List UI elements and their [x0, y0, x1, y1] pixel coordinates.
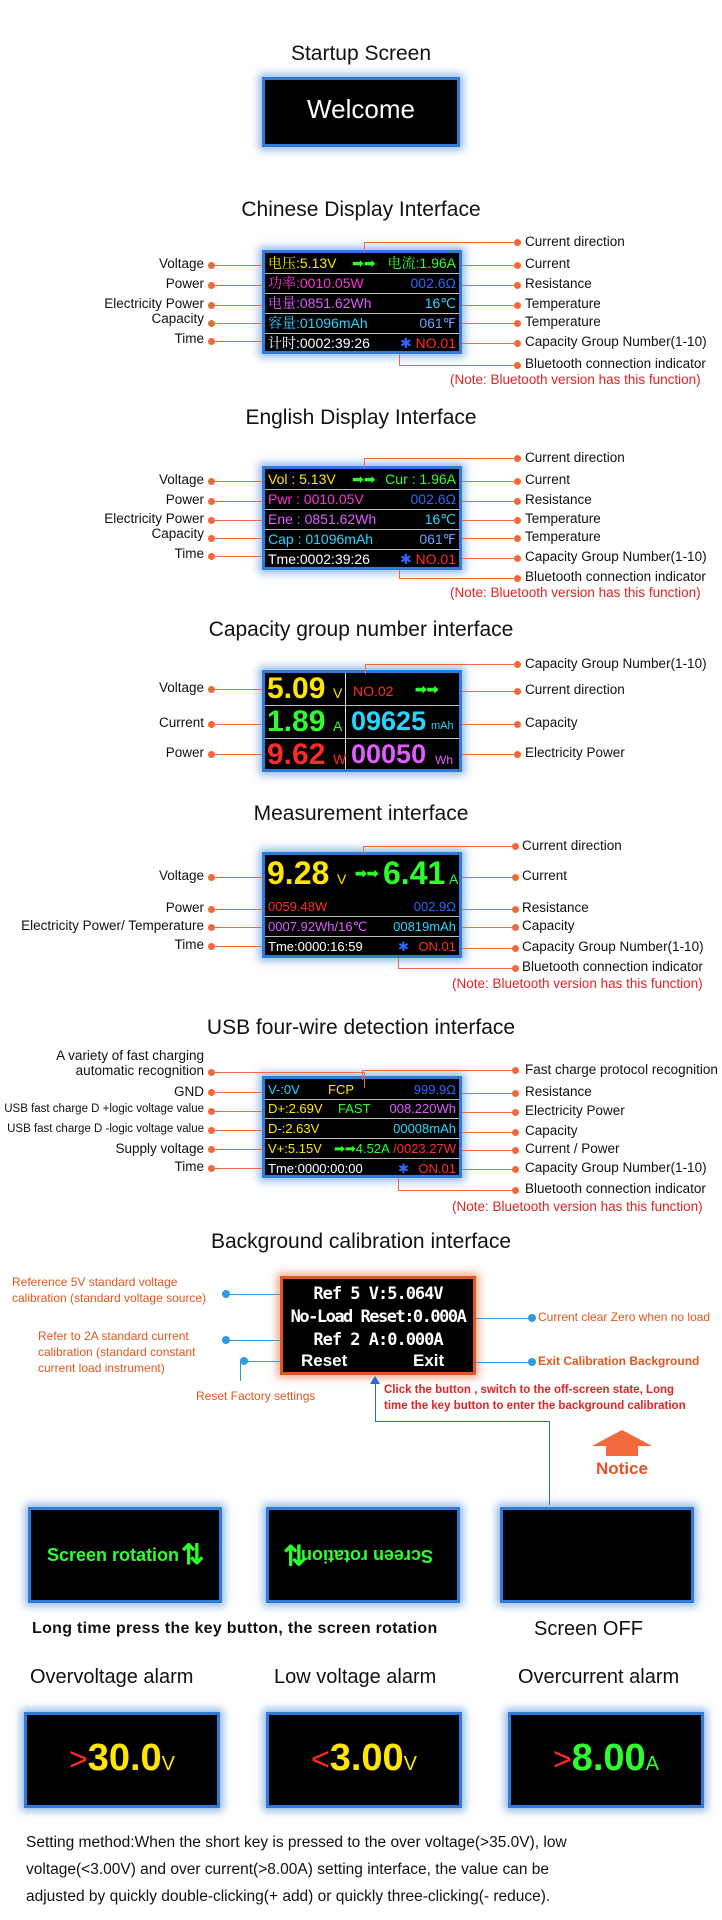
meas-label-capacity: Capacity: [522, 918, 575, 933]
usb-label-group: Capacity Group Number(1-10): [525, 1160, 707, 1175]
cn-group: NO.01: [415, 335, 456, 351]
cal-ref2a: Ref 2 A:0.000A: [313, 1330, 443, 1350]
cap-voltage: 5.09: [267, 672, 326, 705]
cal-label-ref5v-2: calibration (standard voltage source): [12, 1291, 207, 1305]
cn-energy: 电量:0851.62Wh: [268, 295, 372, 311]
setting-line-2: voltage(<3.00V) and over current(>8.00A) setting interface, the value can be: [26, 1861, 550, 1878]
cn-label-current: Current: [525, 256, 571, 271]
cal-label-ref2a-3: current load instrument): [38, 1361, 165, 1375]
cn-label-power: Power: [165, 276, 204, 291]
en-label-energy: Electricity Power: [104, 511, 204, 526]
en-label-group: Capacity Group Number(1-10): [525, 549, 707, 564]
meas-power: 0059.48W: [268, 899, 328, 914]
cn-label-direction: Current direction: [525, 234, 625, 249]
oc-unit: A: [645, 1753, 659, 1775]
overcurrent-screen: [508, 1712, 704, 1808]
usb-dminus: D-:2.63V: [268, 1121, 320, 1136]
rotate-icon: ⇅: [283, 1539, 307, 1570]
meas-label-resistance: Resistance: [522, 900, 589, 915]
cap-label-direction: Current direction: [525, 682, 625, 697]
usb-dplus: D+:2.69V: [268, 1101, 323, 1116]
cn-label-energy: Electricity Power: [104, 296, 204, 311]
usb-label-fast1: A variety of fast charging: [56, 1048, 204, 1063]
english-title: English Display Interface: [245, 406, 477, 429]
rotation-screen-1: [28, 1507, 222, 1603]
cap-wh: 00050: [351, 739, 427, 769]
cal-click-1: Click the button , switch to the off-screen state, Long: [384, 1384, 675, 1396]
meas-label-time: Time: [174, 937, 204, 952]
lv-sign: <: [311, 1741, 330, 1777]
cap-mah-unit: mAh: [431, 720, 454, 732]
meas-voltage: 9.28: [267, 855, 330, 891]
oc-value: 8.00: [571, 1737, 646, 1779]
usb-power: /0023.27W: [393, 1141, 456, 1156]
ov-value: 30.0: [87, 1737, 162, 1779]
rotation-text-1: Screen rotation: [47, 1545, 180, 1565]
overvoltage-screen: [24, 1712, 220, 1808]
cap-power: 9.62: [267, 738, 326, 771]
usb-label-resistance: Resistance: [525, 1084, 592, 1099]
cn-capacity: 容量:01096mAh: [268, 315, 368, 331]
usb-fcp: FCP: [328, 1082, 354, 1097]
calibration-title: Background calibration interface: [210, 1230, 511, 1253]
meas-current: 6.41: [383, 855, 446, 891]
rotation-text-2: Screen rotation: [301, 1546, 434, 1566]
meas-label-current: Current: [522, 868, 568, 883]
cn-time: 计时:0002:39:26: [268, 335, 370, 351]
cn-resistance: 002.6Ω: [410, 275, 456, 291]
cn-label-group: Capacity Group Number(1-10): [525, 334, 707, 349]
screen-off-caption: Screen OFF: [534, 1618, 643, 1640]
cn-current: 电流:1.96A: [387, 255, 456, 271]
en-label-direction: Current direction: [525, 450, 625, 465]
meas-energy-temp: 0007.92Wh/16℃: [268, 919, 368, 934]
cap-label-group: Capacity Group Number(1-10): [525, 656, 707, 671]
bluetooth-icon: ✱: [400, 551, 412, 567]
cn-arrow: ➡➡: [352, 255, 376, 271]
en-capacity: Cap : 01096mAh: [268, 531, 374, 547]
usb-title: USB four-wire detection interface: [206, 1016, 516, 1039]
cap-current: 1.89: [267, 705, 326, 738]
meas-capacity: 00819mAh: [393, 919, 456, 934]
cn-temp-c: 16℃: [424, 295, 456, 311]
usb-label-current-power: Current / Power: [525, 1141, 620, 1156]
cap-wh-unit: Wh: [435, 753, 453, 767]
bluetooth-icon: ✱: [398, 1161, 409, 1176]
calibration-screen: [280, 1276, 476, 1375]
rotation-caption: Long time press the key button, the screen rotation: [32, 1620, 438, 1637]
usb-resistance: 999.9Ω: [413, 1082, 456, 1097]
cap-power-unit: W: [333, 751, 347, 767]
cal-label-ref2a-1: Refer to 2A standard current: [38, 1329, 189, 1343]
startup-screen: [262, 77, 460, 147]
meas-label-energy: Electricity Power/ Temperature: [21, 918, 204, 933]
en-voltage: Vol : 5.13V: [268, 471, 336, 487]
cal-reset[interactable]: Reset: [301, 1351, 348, 1370]
en-label-voltage: Voltage: [158, 472, 204, 487]
usb-label-protocol: Fast charge protocol recognition: [525, 1062, 718, 1077]
en-temp-f: 061℉: [419, 531, 456, 547]
bluetooth-icon: ✱: [398, 939, 409, 954]
cap-label-power: Power: [165, 745, 204, 760]
cn-note: (Note: Bluetooth version has this function): [450, 372, 701, 387]
en-label-resistance: Resistance: [525, 492, 592, 507]
notice-arrow-icon: [592, 1430, 652, 1446]
startup-title: Startup Screen: [290, 42, 432, 65]
en-label-power: Power: [165, 492, 204, 507]
meas-label-direction: Current direction: [522, 838, 622, 853]
cal-label-noload: Current clear Zero when no load: [538, 1310, 711, 1324]
usb-label-fast2: automatic recognition: [75, 1063, 204, 1078]
meas-resistance: 002.9Ω: [413, 899, 456, 914]
cap-label-voltage: Voltage: [158, 680, 204, 695]
en-label-current: Current: [525, 472, 571, 487]
usb-label-gnd: GND: [174, 1084, 204, 1099]
cal-label-ref5v-1: Reference 5V standard voltage: [12, 1275, 178, 1289]
cn-label-voltage: Voltage: [158, 256, 204, 271]
lv-unit: V: [403, 1753, 417, 1775]
notice-label: Notice: [596, 1459, 648, 1478]
measurement-title: Measurement interface: [253, 802, 469, 825]
meas-label-power: Power: [165, 900, 204, 915]
meas-group: ON.01: [418, 939, 456, 954]
usb-screen: [262, 1076, 462, 1178]
cn-voltage: 电压:5.13V: [268, 255, 337, 271]
usb-label-dplus: USB fast charge D +logic voltage value: [4, 1103, 204, 1115]
usb-note: (Note: Bluetooth version has this function): [452, 1199, 703, 1214]
en-time: Tme:0002:39:26: [268, 551, 370, 567]
meas-note: (Note: Bluetooth version has this function): [452, 976, 703, 991]
usb-label-capacity: Capacity: [525, 1123, 578, 1138]
cap-current-unit: A: [333, 718, 343, 734]
cal-exit[interactable]: Exit: [413, 1351, 445, 1370]
overvoltage-title: Overvoltage alarm: [30, 1666, 194, 1688]
meas-current-unit: A: [449, 871, 459, 887]
measurement-screen: [262, 852, 462, 958]
cn-power: 功率:0010.05W: [268, 275, 364, 291]
english-screen: [262, 466, 462, 570]
en-label-temp1: Temperature: [525, 511, 601, 526]
cn-label-capacity: Capacity: [151, 311, 204, 326]
usb-group: ON.01: [418, 1161, 456, 1176]
usb-label-energy: Electricity Power: [525, 1103, 625, 1118]
cal-noload: No-Load Reset:0.000A: [290, 1307, 466, 1327]
en-label-time: Time: [174, 546, 204, 561]
setting-line-3: adjusted by quickly double-clicking(+ add) or quickly three-clicking(- reduce).: [26, 1888, 551, 1905]
ov-unit: V: [161, 1753, 175, 1775]
meas-arrow: ➡➡: [355, 865, 379, 881]
en-arrow: ➡➡: [352, 471, 376, 487]
usb-label-time: Time: [174, 1159, 204, 1174]
cal-label-exit: Exit Calibration Background: [538, 1354, 700, 1368]
cal-label-reset: Reset Factory settings: [196, 1389, 316, 1403]
welcome-text: Welcome: [307, 94, 415, 124]
cn-label-bluetooth: Bluetooth connection indicator: [525, 356, 706, 371]
cap-label-capacity: Capacity: [525, 715, 578, 730]
usb-energy: 008.220Wh: [389, 1101, 456, 1116]
ov-sign: >: [69, 1741, 88, 1777]
usb-time: Tme:0000:00:00: [268, 1161, 363, 1176]
cap-voltage-unit: V: [333, 685, 343, 701]
cn-temp-f: 061℉: [419, 315, 456, 331]
cap-arrow: ➡➡: [415, 681, 439, 697]
cn-label-time: Time: [174, 331, 204, 346]
en-energy: Ene : 0851.62Wh: [268, 511, 377, 527]
cal-click-2: time the key button to enter the background calibration: [384, 1400, 686, 1412]
rotate-icon: ⇅: [181, 1539, 205, 1570]
meas-label-voltage: Voltage: [158, 868, 204, 883]
usb-current: ➡➡4.52A: [334, 1141, 390, 1156]
cap-mah: 09625: [351, 706, 427, 736]
cap-label-energy: Electricity Power: [525, 745, 625, 760]
oc-sign: >: [553, 1741, 572, 1777]
cn-row-1: [268, 254, 456, 273]
en-resistance: 002.6Ω: [410, 491, 456, 507]
meas-label-bluetooth: Bluetooth connection indicator: [522, 959, 703, 974]
en-label-bluetooth: Bluetooth connection indicator: [525, 569, 706, 584]
cn-label-temp2: Temperature: [525, 314, 601, 329]
capacity-screen: [262, 670, 462, 772]
cn-label-temp1: Temperature: [525, 296, 601, 311]
cap-group: NO.02: [353, 683, 394, 699]
en-note: (Note: Bluetooth version has this function): [450, 585, 701, 600]
cn-label-resistance: Resistance: [525, 276, 592, 291]
lv-value: 3.00: [329, 1737, 404, 1779]
usb-vplus: V+:5.15V: [268, 1141, 322, 1156]
chinese-title: Chinese Display Interface: [241, 198, 481, 221]
overcurrent-title: Overcurrent alarm: [518, 1666, 680, 1688]
lowvoltage-title: Low voltage alarm: [274, 1666, 437, 1688]
chinese-screen: [262, 250, 462, 354]
usb-fast: FAST: [338, 1101, 371, 1116]
usb-label-dminus: USB fast charge D -logic voltage value: [7, 1123, 204, 1135]
en-current: Cur : 1.96A: [385, 471, 456, 487]
meas-time: Tme:0000:16:59: [268, 939, 363, 954]
usb-label-supply: Supply voltage: [115, 1141, 204, 1156]
usb-capacity: 00008mAh: [393, 1121, 456, 1136]
en-group: NO.01: [415, 551, 456, 567]
usb-label-bluetooth: Bluetooth connection indicator: [525, 1181, 706, 1196]
en-label-temp2: Temperature: [525, 529, 601, 544]
en-power: Pwr : 0010.05V: [268, 491, 364, 507]
capacity-title: Capacity group number interface: [208, 618, 514, 641]
cal-ref5v: Ref 5 V:5.064V: [313, 1284, 443, 1304]
en-label-capacity: Capacity: [151, 526, 204, 541]
setting-line-1: Setting method:When the short key is pressed to the over voltage(>35.0V), low: [26, 1834, 567, 1851]
meas-voltage-unit: V: [337, 871, 347, 887]
cap-label-current: Current: [158, 715, 204, 730]
screen-off: [500, 1507, 694, 1603]
en-temp-c: 16℃: [424, 511, 456, 527]
meas-label-group: Capacity Group Number(1-10): [522, 939, 704, 954]
rotation-screen-2: [266, 1507, 460, 1603]
cal-label-ref2a-2: calibration (standard constant: [38, 1345, 196, 1359]
lowvoltage-screen: [266, 1712, 462, 1808]
usb-vminus: V-:0V: [268, 1082, 300, 1097]
bluetooth-icon: ✱: [400, 335, 412, 351]
